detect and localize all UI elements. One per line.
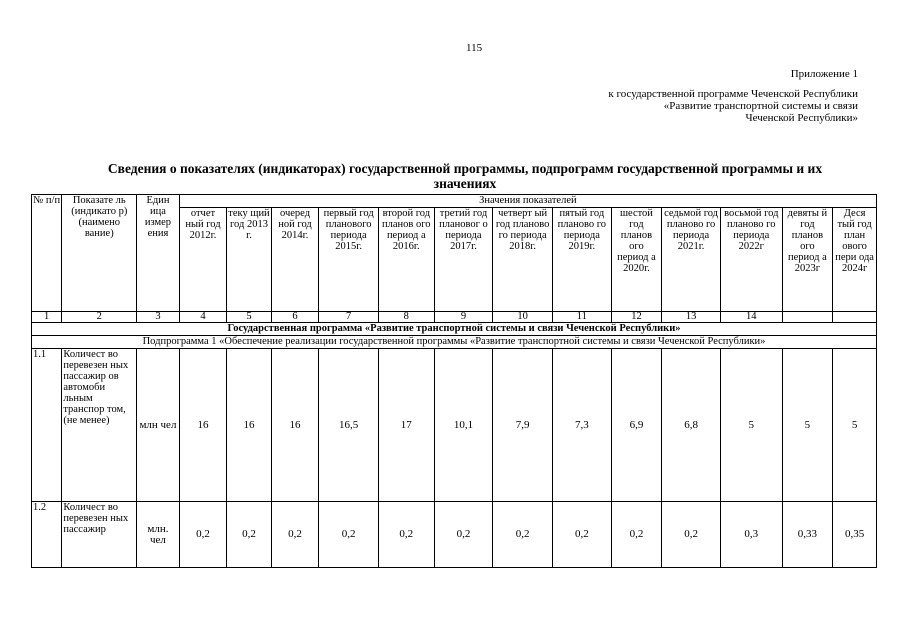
header-unit: Един ица измер ения bbox=[137, 195, 179, 312]
header-period: отчет ный год 2012г. bbox=[179, 208, 227, 312]
row-value: 0,2 bbox=[319, 502, 379, 568]
row-value: 0,33 bbox=[782, 502, 833, 568]
header-period: первый год планового периода 2015г. bbox=[319, 208, 379, 312]
row-indicator-name: Количест во перевезен ных пассажир bbox=[62, 502, 137, 568]
column-number: 10 bbox=[493, 312, 553, 323]
row-value: 5 bbox=[720, 349, 782, 502]
column-number: 7 bbox=[319, 312, 379, 323]
row-value: 0,2 bbox=[434, 502, 493, 568]
column-number: 1 bbox=[32, 312, 62, 323]
column-number: 9 bbox=[434, 312, 493, 323]
document-title: Сведения о показателях (индикаторах) государственной программы, подпрограмм государственной программы и их значениях bbox=[107, 161, 823, 191]
column-number: 13 bbox=[662, 312, 721, 323]
column-number: 11 bbox=[552, 312, 611, 323]
row-value: 7,3 bbox=[552, 349, 611, 502]
row-value: 17 bbox=[378, 349, 434, 502]
header-num: № п/п bbox=[32, 195, 62, 312]
header-period: восьмой год планово го периода 2022г bbox=[720, 208, 782, 312]
row-value: 0,2 bbox=[271, 502, 319, 568]
header-period: очеред ной год 2014г. bbox=[271, 208, 319, 312]
table-row bbox=[32, 349, 877, 502]
column-number: 3 bbox=[137, 312, 179, 323]
header-indicator: Показате ль (индикато р) (наимено вание) bbox=[62, 195, 137, 312]
subprogram-row bbox=[32, 336, 877, 349]
header-values-group: Значения показателей bbox=[179, 195, 876, 208]
appendix-title: Приложение 1 bbox=[790, 68, 858, 80]
row-value: 0,3 bbox=[720, 502, 782, 568]
row-value: 16 bbox=[227, 349, 272, 502]
row-value: 16,5 bbox=[319, 349, 379, 502]
column-number: 6 bbox=[271, 312, 319, 323]
column-numbers-row bbox=[32, 312, 877, 323]
row-value: 5 bbox=[782, 349, 833, 502]
column-number bbox=[782, 312, 833, 323]
header-period: девяты й год планов ого период а 2023г bbox=[782, 208, 833, 312]
column-number: 5 bbox=[227, 312, 272, 323]
header-period: второй год планов ого период а 2016г. bbox=[378, 208, 434, 312]
row-value: 0,2 bbox=[227, 502, 272, 568]
program-title: Государственная программа «Развитие транспортной системы и связи Чеченской Республики» bbox=[32, 323, 877, 336]
row-indicator-name: Количест во перевезен ных пассажир ов автомоби льным транспор том, (не менее) bbox=[62, 349, 137, 502]
row-num: 1.2 bbox=[32, 502, 62, 568]
row-value: 16 bbox=[271, 349, 319, 502]
header-period: четверт ый год планово го периода 2018г. bbox=[493, 208, 553, 312]
column-number: 8 bbox=[378, 312, 434, 323]
row-value: 10,1 bbox=[434, 349, 493, 502]
header-period: теку щий год 2013 г. bbox=[227, 208, 272, 312]
row-value: 5 bbox=[833, 349, 877, 502]
appendix-line: «Развитие транспортной системы и связи bbox=[663, 100, 858, 112]
appendix-line: к государственной программе Чеченской Республики bbox=[608, 88, 858, 100]
row-value: 0,2 bbox=[179, 502, 227, 568]
row-unit: млн чел bbox=[137, 349, 179, 502]
appendix-block bbox=[608, 68, 858, 124]
column-number: 14 bbox=[720, 312, 782, 323]
row-value: 0,2 bbox=[611, 502, 662, 568]
header-row-group bbox=[32, 195, 877, 208]
header-period: шестой год планов ого период а 2020г. bbox=[611, 208, 662, 312]
row-value: 7,9 bbox=[493, 349, 553, 502]
row-value: 6,9 bbox=[611, 349, 662, 502]
header-period: Деся тый год план ового пери ода 2024г bbox=[833, 208, 877, 312]
program-row bbox=[32, 323, 877, 336]
page-number: 115 bbox=[466, 42, 483, 54]
row-value: 0,2 bbox=[662, 502, 721, 568]
row-value: 0,2 bbox=[552, 502, 611, 568]
subprogram-title: Подпрограмма 1 «Обеспечение реализации государственной программы «Развитие транспортной системы и связи Чеченской Республики» bbox=[32, 336, 877, 349]
column-number: 12 bbox=[611, 312, 662, 323]
row-value: 0,35 bbox=[833, 502, 877, 568]
appendix-line: Чеченской Республики» bbox=[745, 112, 858, 124]
row-value: 6,8 bbox=[662, 349, 721, 502]
row-num: 1.1 bbox=[32, 349, 62, 502]
column-number: 2 bbox=[62, 312, 137, 323]
row-value: 0,2 bbox=[493, 502, 553, 568]
row-value: 0,2 bbox=[378, 502, 434, 568]
row-unit: млн. чел bbox=[137, 502, 179, 568]
row-value: 16 bbox=[179, 349, 227, 502]
table-row bbox=[32, 502, 877, 568]
header-period: седьмой год планово го периода 2021г. bbox=[662, 208, 721, 312]
header-period: третий год плановог о периода 2017г. bbox=[434, 208, 493, 312]
header-period: пятый год планово го периода 2019г. bbox=[552, 208, 611, 312]
column-number bbox=[833, 312, 877, 323]
indicators-table bbox=[31, 194, 877, 568]
column-number: 4 bbox=[179, 312, 227, 323]
